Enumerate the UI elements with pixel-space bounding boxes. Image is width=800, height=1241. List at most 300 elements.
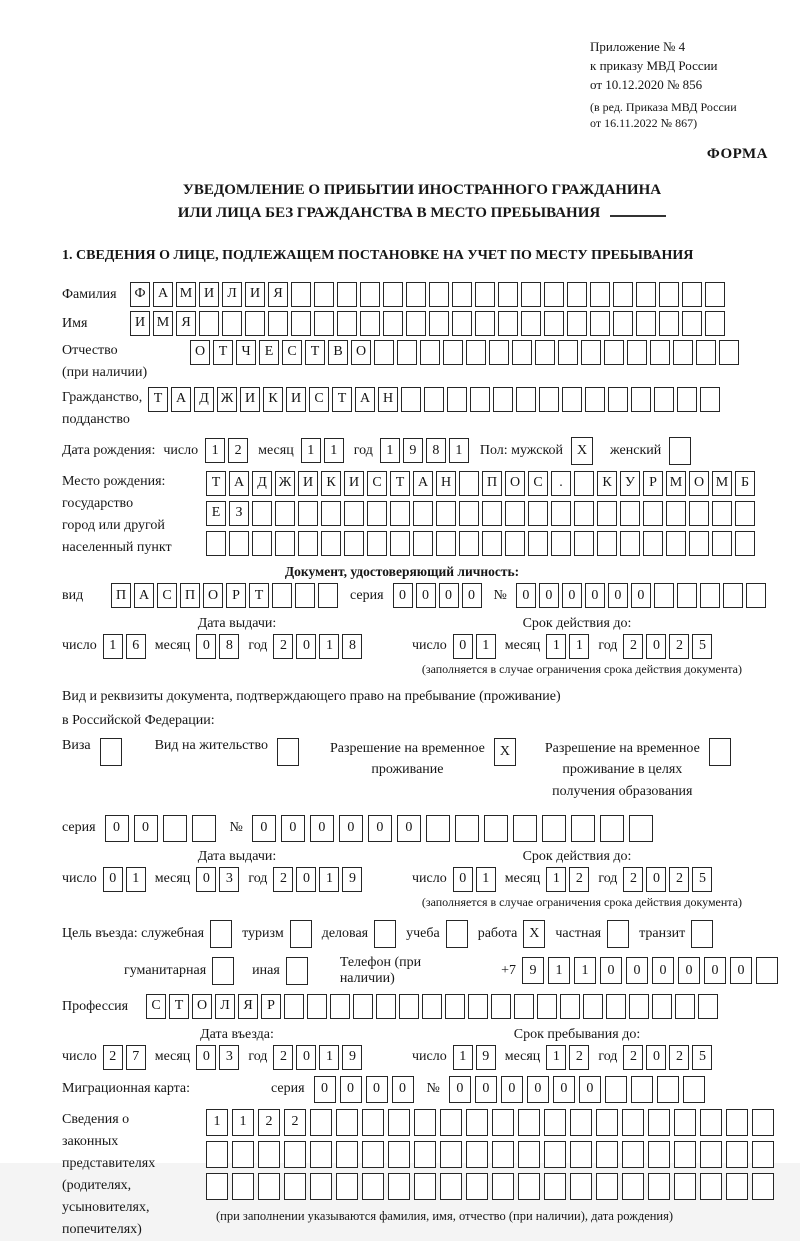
char-cell[interactable] bbox=[445, 994, 465, 1019]
char-cell[interactable] bbox=[229, 531, 249, 556]
char-cell[interactable] bbox=[752, 1109, 774, 1136]
char-cell[interactable] bbox=[401, 387, 421, 412]
char-cell[interactable]: 0 bbox=[296, 1045, 316, 1070]
char-cell[interactable] bbox=[414, 1141, 436, 1168]
char-cell[interactable] bbox=[498, 311, 518, 336]
char-cell[interactable] bbox=[498, 282, 518, 307]
char-cell[interactable] bbox=[466, 1141, 488, 1168]
char-cell[interactable] bbox=[344, 501, 364, 526]
char-cell[interactable]: 2 bbox=[228, 438, 248, 463]
char-cell[interactable]: 2 bbox=[669, 1045, 689, 1070]
char-cell[interactable] bbox=[376, 994, 396, 1019]
char-cell[interactable]: 0 bbox=[704, 957, 726, 984]
char-cell[interactable] bbox=[551, 531, 571, 556]
char-cell[interactable]: 9 bbox=[342, 1045, 362, 1070]
char-cell[interactable]: 0 bbox=[368, 815, 392, 842]
char-cell[interactable]: 0 bbox=[579, 1076, 601, 1103]
char-cell[interactable] bbox=[752, 1141, 774, 1168]
char-cell[interactable]: О bbox=[351, 340, 371, 365]
char-cell[interactable]: Р bbox=[643, 471, 663, 496]
char-cell[interactable] bbox=[675, 994, 695, 1019]
char-cell[interactable]: 2 bbox=[569, 867, 589, 892]
char-cell[interactable] bbox=[360, 311, 380, 336]
char-cell[interactable]: Р bbox=[226, 583, 246, 608]
char-cell[interactable] bbox=[677, 583, 697, 608]
char-cell[interactable] bbox=[163, 815, 187, 842]
char-cell[interactable] bbox=[606, 994, 626, 1019]
char-cell[interactable] bbox=[712, 531, 732, 556]
char-cell[interactable]: 0 bbox=[196, 1045, 216, 1070]
char-cell[interactable] bbox=[574, 501, 594, 526]
char-cell[interactable]: 1 bbox=[574, 957, 596, 984]
char-cell[interactable]: Н bbox=[436, 471, 456, 496]
char-cell[interactable] bbox=[337, 311, 357, 336]
char-cell[interactable] bbox=[705, 311, 725, 336]
char-cell[interactable]: У bbox=[620, 471, 640, 496]
char-cell[interactable] bbox=[518, 1141, 540, 1168]
char-cell[interactable]: С bbox=[146, 994, 166, 1019]
char-cell[interactable] bbox=[723, 583, 743, 608]
char-cell[interactable] bbox=[307, 994, 327, 1019]
char-cell[interactable]: 9 bbox=[403, 438, 423, 463]
char-cell[interactable] bbox=[429, 282, 449, 307]
char-cell[interactable]: 5 bbox=[692, 634, 712, 659]
char-cell[interactable] bbox=[596, 1173, 618, 1200]
char-cell[interactable]: С bbox=[528, 471, 548, 496]
char-cell[interactable]: 2 bbox=[569, 1045, 589, 1070]
char-cell[interactable]: А bbox=[134, 583, 154, 608]
char-cell[interactable]: О bbox=[190, 340, 210, 365]
char-cell[interactable]: А bbox=[229, 471, 249, 496]
char-cell[interactable] bbox=[558, 340, 578, 365]
char-cell[interactable] bbox=[537, 994, 557, 1019]
char-cell[interactable]: 0 bbox=[392, 1076, 414, 1103]
char-cell[interactable]: 0 bbox=[281, 815, 305, 842]
char-cell[interactable]: 1 bbox=[126, 867, 146, 892]
char-cell[interactable] bbox=[388, 1109, 410, 1136]
char-cell[interactable] bbox=[735, 501, 755, 526]
char-cell[interactable] bbox=[622, 1141, 644, 1168]
char-cell[interactable] bbox=[222, 311, 242, 336]
char-cell[interactable]: Т bbox=[305, 340, 325, 365]
char-cell[interactable]: Р bbox=[261, 994, 281, 1019]
char-cell[interactable]: К bbox=[597, 471, 617, 496]
char-cell[interactable] bbox=[397, 340, 417, 365]
char-cell[interactable] bbox=[459, 471, 479, 496]
char-cell[interactable] bbox=[535, 340, 555, 365]
char-cell[interactable] bbox=[689, 501, 709, 526]
char-cell[interactable] bbox=[206, 1141, 228, 1168]
char-cell[interactable] bbox=[491, 994, 511, 1019]
char-cell[interactable]: С bbox=[282, 340, 302, 365]
char-cell[interactable]: С bbox=[157, 583, 177, 608]
char-cell[interactable] bbox=[620, 501, 640, 526]
char-cell[interactable]: Я bbox=[268, 282, 288, 307]
char-cell[interactable]: Т bbox=[148, 387, 168, 412]
char-cell[interactable] bbox=[654, 583, 674, 608]
char-cell[interactable] bbox=[275, 531, 295, 556]
char-cell[interactable]: 2 bbox=[623, 867, 643, 892]
char-cell[interactable]: 0 bbox=[314, 1076, 336, 1103]
char-cell[interactable]: П bbox=[482, 471, 502, 496]
char-cell[interactable] bbox=[669, 437, 691, 465]
char-cell[interactable] bbox=[622, 1109, 644, 1136]
char-cell[interactable]: 1 bbox=[103, 634, 123, 659]
char-cell[interactable]: Л bbox=[215, 994, 235, 1019]
char-cell[interactable] bbox=[390, 501, 410, 526]
char-cell[interactable] bbox=[674, 1109, 696, 1136]
char-cell[interactable]: 0 bbox=[646, 634, 666, 659]
char-cell[interactable] bbox=[712, 501, 732, 526]
char-cell[interactable] bbox=[232, 1173, 254, 1200]
char-cell[interactable] bbox=[318, 583, 338, 608]
char-cell[interactable]: 2 bbox=[623, 1045, 643, 1070]
char-cell[interactable] bbox=[643, 531, 663, 556]
char-cell[interactable] bbox=[337, 282, 357, 307]
char-cell[interactable]: 0 bbox=[600, 957, 622, 984]
char-cell[interactable] bbox=[353, 994, 373, 1019]
char-cell[interactable]: А bbox=[171, 387, 191, 412]
char-cell[interactable]: X bbox=[523, 920, 545, 948]
char-cell[interactable] bbox=[542, 815, 566, 842]
char-cell[interactable] bbox=[252, 531, 272, 556]
char-cell[interactable]: 0 bbox=[501, 1076, 523, 1103]
char-cell[interactable] bbox=[570, 1141, 592, 1168]
char-cell[interactable] bbox=[258, 1141, 280, 1168]
char-cell[interactable]: 1 bbox=[546, 1045, 566, 1070]
char-cell[interactable]: И bbox=[286, 387, 306, 412]
char-cell[interactable]: 1 bbox=[548, 957, 570, 984]
char-cell[interactable] bbox=[544, 1141, 566, 1168]
char-cell[interactable]: 1 bbox=[205, 438, 225, 463]
char-cell[interactable] bbox=[420, 340, 440, 365]
char-cell[interactable] bbox=[284, 1141, 306, 1168]
char-cell[interactable]: Я bbox=[176, 311, 196, 336]
char-cell[interactable] bbox=[367, 531, 387, 556]
char-cell[interactable] bbox=[726, 1109, 748, 1136]
char-cell[interactable]: 2 bbox=[273, 867, 293, 892]
char-cell[interactable] bbox=[551, 501, 571, 526]
char-cell[interactable]: 0 bbox=[527, 1076, 549, 1103]
char-cell[interactable] bbox=[528, 531, 548, 556]
char-cell[interactable]: О bbox=[203, 583, 223, 608]
char-cell[interactable]: Е bbox=[259, 340, 279, 365]
char-cell[interactable] bbox=[700, 387, 720, 412]
char-cell[interactable] bbox=[700, 583, 720, 608]
char-cell[interactable]: 8 bbox=[219, 634, 239, 659]
char-cell[interactable] bbox=[682, 311, 702, 336]
char-cell[interactable] bbox=[518, 1173, 540, 1200]
char-cell[interactable] bbox=[466, 1109, 488, 1136]
char-cell[interactable]: Ч bbox=[236, 340, 256, 365]
char-cell[interactable] bbox=[192, 815, 216, 842]
char-cell[interactable] bbox=[607, 920, 629, 948]
char-cell[interactable]: К bbox=[321, 471, 341, 496]
char-cell[interactable] bbox=[413, 531, 433, 556]
char-cell[interactable]: 1 bbox=[319, 634, 339, 659]
char-cell[interactable] bbox=[571, 815, 595, 842]
char-cell[interactable]: С bbox=[367, 471, 387, 496]
char-cell[interactable]: С bbox=[309, 387, 329, 412]
char-cell[interactable] bbox=[426, 815, 450, 842]
char-cell[interactable] bbox=[484, 815, 508, 842]
char-cell[interactable] bbox=[581, 340, 601, 365]
char-cell[interactable]: 7 bbox=[126, 1045, 146, 1070]
char-cell[interactable]: 0 bbox=[449, 1076, 471, 1103]
char-cell[interactable] bbox=[295, 583, 315, 608]
char-cell[interactable] bbox=[399, 994, 419, 1019]
char-cell[interactable]: 0 bbox=[252, 815, 276, 842]
char-cell[interactable] bbox=[406, 311, 426, 336]
char-cell[interactable] bbox=[705, 282, 725, 307]
char-cell[interactable]: 9 bbox=[522, 957, 544, 984]
char-cell[interactable] bbox=[414, 1173, 436, 1200]
char-cell[interactable]: 0 bbox=[608, 583, 628, 608]
char-cell[interactable]: О bbox=[689, 471, 709, 496]
char-cell[interactable] bbox=[436, 501, 456, 526]
char-cell[interactable] bbox=[414, 1109, 436, 1136]
char-cell[interactable] bbox=[600, 815, 624, 842]
char-cell[interactable]: Я bbox=[238, 994, 258, 1019]
char-cell[interactable] bbox=[677, 387, 697, 412]
char-cell[interactable]: 0 bbox=[439, 583, 459, 608]
char-cell[interactable] bbox=[570, 1109, 592, 1136]
char-cell[interactable] bbox=[570, 1173, 592, 1200]
char-cell[interactable]: Ж bbox=[217, 387, 237, 412]
char-cell[interactable] bbox=[512, 340, 532, 365]
char-cell[interactable] bbox=[696, 340, 716, 365]
char-cell[interactable] bbox=[516, 387, 536, 412]
char-cell[interactable]: 1 bbox=[206, 1109, 228, 1136]
char-cell[interactable] bbox=[336, 1173, 358, 1200]
char-cell[interactable] bbox=[673, 340, 693, 365]
char-cell[interactable] bbox=[709, 738, 731, 766]
char-cell[interactable]: Т bbox=[206, 471, 226, 496]
char-cell[interactable] bbox=[413, 501, 433, 526]
char-cell[interactable]: 1 bbox=[476, 867, 496, 892]
char-cell[interactable] bbox=[629, 994, 649, 1019]
char-cell[interactable] bbox=[482, 501, 502, 526]
char-cell[interactable]: Т bbox=[213, 340, 233, 365]
char-cell[interactable]: О bbox=[192, 994, 212, 1019]
char-cell[interactable]: X bbox=[494, 738, 516, 766]
char-cell[interactable] bbox=[514, 994, 534, 1019]
char-cell[interactable] bbox=[100, 738, 122, 766]
char-cell[interactable] bbox=[275, 501, 295, 526]
char-cell[interactable] bbox=[756, 957, 778, 984]
char-cell[interactable]: 0 bbox=[134, 815, 158, 842]
char-cell[interactable] bbox=[298, 501, 318, 526]
char-cell[interactable] bbox=[443, 340, 463, 365]
char-cell[interactable] bbox=[648, 1173, 670, 1200]
char-cell[interactable] bbox=[574, 471, 594, 496]
char-cell[interactable]: А bbox=[413, 471, 433, 496]
char-cell[interactable] bbox=[367, 501, 387, 526]
char-cell[interactable] bbox=[344, 531, 364, 556]
char-cell[interactable]: 1 bbox=[449, 438, 469, 463]
char-cell[interactable]: К bbox=[263, 387, 283, 412]
char-cell[interactable] bbox=[212, 957, 234, 985]
char-cell[interactable] bbox=[452, 311, 472, 336]
char-cell[interactable] bbox=[210, 920, 232, 948]
char-cell[interactable] bbox=[604, 340, 624, 365]
char-cell[interactable] bbox=[596, 1141, 618, 1168]
char-cell[interactable] bbox=[446, 920, 468, 948]
char-cell[interactable]: В bbox=[328, 340, 348, 365]
char-cell[interactable] bbox=[597, 501, 617, 526]
char-cell[interactable] bbox=[388, 1173, 410, 1200]
char-cell[interactable] bbox=[746, 583, 766, 608]
char-cell[interactable] bbox=[360, 282, 380, 307]
char-cell[interactable] bbox=[286, 957, 308, 985]
char-cell[interactable]: 0 bbox=[196, 867, 216, 892]
char-cell[interactable] bbox=[284, 1173, 306, 1200]
char-cell[interactable]: 0 bbox=[646, 1045, 666, 1070]
char-cell[interactable] bbox=[636, 311, 656, 336]
char-cell[interactable] bbox=[206, 1173, 228, 1200]
char-cell[interactable] bbox=[470, 387, 490, 412]
char-cell[interactable] bbox=[492, 1109, 514, 1136]
char-cell[interactable] bbox=[452, 282, 472, 307]
char-cell[interactable]: 0 bbox=[631, 583, 651, 608]
char-cell[interactable]: 2 bbox=[284, 1109, 306, 1136]
char-cell[interactable] bbox=[585, 387, 605, 412]
char-cell[interactable] bbox=[652, 994, 672, 1019]
char-cell[interactable]: 0 bbox=[475, 1076, 497, 1103]
char-cell[interactable]: 6 bbox=[126, 634, 146, 659]
char-cell[interactable] bbox=[608, 387, 628, 412]
char-cell[interactable]: 0 bbox=[453, 867, 473, 892]
char-cell[interactable]: 1 bbox=[380, 438, 400, 463]
char-cell[interactable] bbox=[659, 282, 679, 307]
char-cell[interactable]: 0 bbox=[462, 583, 482, 608]
char-cell[interactable] bbox=[455, 815, 479, 842]
char-cell[interactable]: 5 bbox=[692, 1045, 712, 1070]
char-cell[interactable]: 0 bbox=[296, 867, 316, 892]
char-cell[interactable]: М bbox=[712, 471, 732, 496]
char-cell[interactable] bbox=[629, 815, 653, 842]
char-cell[interactable] bbox=[291, 311, 311, 336]
char-cell[interactable] bbox=[752, 1173, 774, 1200]
char-cell[interactable]: 1 bbox=[232, 1109, 254, 1136]
char-cell[interactable] bbox=[631, 1076, 653, 1103]
char-cell[interactable]: А bbox=[355, 387, 375, 412]
char-cell[interactable]: 1 bbox=[546, 634, 566, 659]
char-cell[interactable] bbox=[284, 994, 304, 1019]
char-cell[interactable]: П bbox=[111, 583, 131, 608]
char-cell[interactable] bbox=[310, 1173, 332, 1200]
char-cell[interactable] bbox=[374, 340, 394, 365]
char-cell[interactable] bbox=[605, 1076, 627, 1103]
char-cell[interactable] bbox=[374, 920, 396, 948]
char-cell[interactable] bbox=[735, 531, 755, 556]
char-cell[interactable] bbox=[648, 1141, 670, 1168]
char-cell[interactable]: Т bbox=[169, 994, 189, 1019]
char-cell[interactable]: 1 bbox=[301, 438, 321, 463]
char-cell[interactable]: 3 bbox=[219, 867, 239, 892]
char-cell[interactable] bbox=[666, 501, 686, 526]
char-cell[interactable] bbox=[383, 311, 403, 336]
char-cell[interactable] bbox=[613, 311, 633, 336]
char-cell[interactable] bbox=[362, 1141, 384, 1168]
char-cell[interactable]: 2 bbox=[669, 634, 689, 659]
char-cell[interactable] bbox=[314, 311, 334, 336]
char-cell[interactable]: М bbox=[666, 471, 686, 496]
char-cell[interactable] bbox=[330, 994, 350, 1019]
char-cell[interactable]: 0 bbox=[340, 1076, 362, 1103]
char-cell[interactable]: И bbox=[199, 282, 219, 307]
char-cell[interactable]: 0 bbox=[730, 957, 752, 984]
char-cell[interactable] bbox=[657, 1076, 679, 1103]
char-cell[interactable] bbox=[567, 282, 587, 307]
char-cell[interactable]: 5 bbox=[692, 867, 712, 892]
char-cell[interactable]: 8 bbox=[342, 634, 362, 659]
char-cell[interactable]: 2 bbox=[273, 634, 293, 659]
char-cell[interactable] bbox=[528, 501, 548, 526]
char-cell[interactable]: 0 bbox=[393, 583, 413, 608]
char-cell[interactable] bbox=[597, 531, 617, 556]
char-cell[interactable]: И bbox=[130, 311, 150, 336]
char-cell[interactable]: 8 bbox=[426, 438, 446, 463]
char-cell[interactable]: 1 bbox=[453, 1045, 473, 1070]
char-cell[interactable]: 9 bbox=[476, 1045, 496, 1070]
char-cell[interactable] bbox=[475, 311, 495, 336]
char-cell[interactable] bbox=[691, 920, 713, 948]
char-cell[interactable]: Д bbox=[252, 471, 272, 496]
char-cell[interactable] bbox=[252, 501, 272, 526]
char-cell[interactable] bbox=[666, 531, 686, 556]
char-cell[interactable] bbox=[505, 501, 525, 526]
char-cell[interactable]: 2 bbox=[273, 1045, 293, 1070]
char-cell[interactable] bbox=[636, 282, 656, 307]
char-cell[interactable] bbox=[544, 1173, 566, 1200]
char-cell[interactable] bbox=[459, 531, 479, 556]
char-cell[interactable] bbox=[544, 311, 564, 336]
char-cell[interactable]: Т bbox=[249, 583, 269, 608]
char-cell[interactable] bbox=[596, 1109, 618, 1136]
char-cell[interactable] bbox=[544, 1109, 566, 1136]
char-cell[interactable] bbox=[291, 282, 311, 307]
char-cell[interactable] bbox=[440, 1109, 462, 1136]
char-cell[interactable] bbox=[700, 1173, 722, 1200]
char-cell[interactable] bbox=[459, 501, 479, 526]
char-cell[interactable]: 1 bbox=[546, 867, 566, 892]
char-cell[interactable]: . bbox=[551, 471, 571, 496]
char-cell[interactable] bbox=[482, 531, 502, 556]
char-cell[interactable]: 0 bbox=[397, 815, 421, 842]
char-cell[interactable]: 1 bbox=[476, 634, 496, 659]
char-cell[interactable]: 0 bbox=[366, 1076, 388, 1103]
char-cell[interactable]: И bbox=[245, 282, 265, 307]
char-cell[interactable] bbox=[583, 994, 603, 1019]
char-cell[interactable] bbox=[590, 311, 610, 336]
char-cell[interactable]: 0 bbox=[453, 634, 473, 659]
char-cell[interactable]: З bbox=[229, 501, 249, 526]
char-cell[interactable] bbox=[574, 531, 594, 556]
char-cell[interactable] bbox=[539, 387, 559, 412]
char-cell[interactable] bbox=[314, 282, 334, 307]
char-cell[interactable] bbox=[272, 583, 292, 608]
char-cell[interactable] bbox=[388, 1141, 410, 1168]
char-cell[interactable]: 0 bbox=[196, 634, 216, 659]
char-cell[interactable] bbox=[700, 1109, 722, 1136]
char-cell[interactable] bbox=[689, 531, 709, 556]
char-cell[interactable]: 2 bbox=[103, 1045, 123, 1070]
char-cell[interactable] bbox=[489, 340, 509, 365]
char-cell[interactable] bbox=[674, 1141, 696, 1168]
char-cell[interactable] bbox=[505, 531, 525, 556]
char-cell[interactable] bbox=[424, 387, 444, 412]
